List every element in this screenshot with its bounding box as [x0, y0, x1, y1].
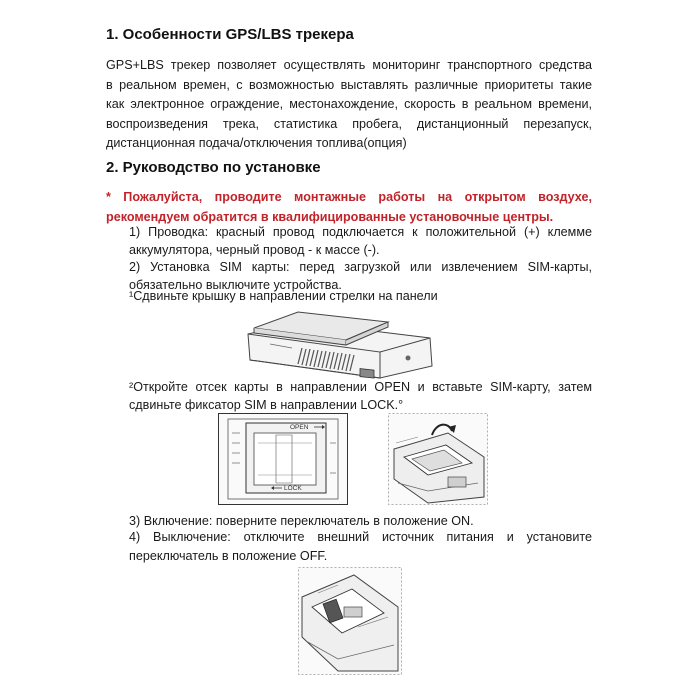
step-line: обязательно выключите устройства.: [129, 277, 342, 292]
step4-power-off: [129, 528, 592, 565]
step-line: аккумулятора, черный провод - к массе (-).: [129, 242, 380, 257]
section1-line: воспроизведения трека, статистика пробега, дистанционный перезапуск,: [106, 116, 592, 131]
figure-sim-holder: [218, 413, 348, 505]
open-label: OPEN: [290, 424, 309, 431]
step-line: сдвиньте фиксатор SIM в направлении LOCK.°: [129, 397, 404, 412]
figure-sim-insert: [388, 413, 488, 505]
step2-substep-2: [129, 379, 592, 414]
section1-title: 1. Особенности GPS/LBS трекера: [106, 26, 354, 43]
step-line: переключатель в положение OFF.: [129, 548, 328, 563]
warning-note: [106, 188, 592, 227]
step2-substep-1: [129, 287, 592, 307]
step-line: ¹Сдвиньте крышку в направлении стрелки на панели: [129, 289, 438, 303]
section2-title: 2. Руководство по установке: [106, 159, 321, 176]
section1-paragraph: [106, 56, 592, 154]
step-line: 1) Проводка: красный провод подключается к положительной (+) клемме: [129, 225, 592, 239]
section1-line: GPS+LBS трекер позволяет осуществлять мониторинг транспортного средства: [106, 58, 592, 72]
section1-line: как электронное ограждение, местонахождение, скорость в реальном времени,: [106, 97, 592, 111]
warning-line: * Пожалуйста, проводите монтажные работы на открытом воздухе,: [106, 190, 592, 204]
lock-label: LOCK: [284, 485, 302, 492]
step-line: ²Откройте отсек карты в направлении OPEN и вставьте SIM-карту, затем: [129, 380, 592, 394]
step1-wiring: [129, 224, 592, 259]
step-line: 4) Выключение: отключите внешний источник питания и установите: [129, 530, 592, 544]
figure-switch: [298, 567, 402, 675]
warning-line: рекомендуем обратится в квалифицированные установочные центры.: [106, 209, 554, 224]
section1-line: в реальном времен, с возможностью выставлять различные приоритеты такие: [106, 77, 592, 92]
figure-slide-cover: [240, 308, 440, 380]
section1-line: дистанционная подача/отключения топлива(опция): [106, 136, 407, 150]
step-line: 3) Включение: поверните переключатель в положение ON.: [129, 514, 474, 528]
step-line: 2) Установка SIM карты: перед загрузкой или извлечением SIM-карты,: [129, 260, 592, 274]
